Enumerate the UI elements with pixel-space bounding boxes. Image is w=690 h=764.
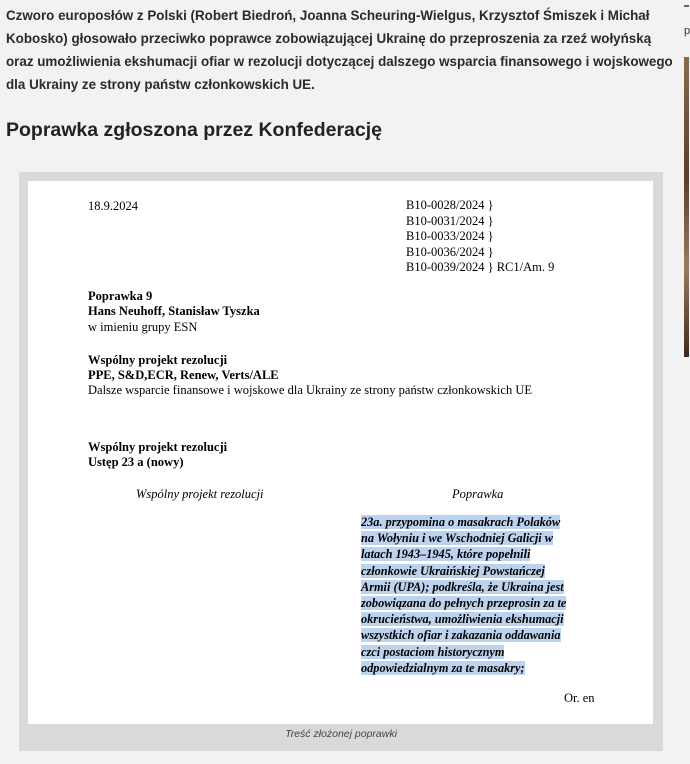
- amendment-line: czci postaciom historycznym: [361, 644, 505, 659]
- doc-reference: B10-0033/2024 }: [406, 229, 494, 243]
- amendment-line: wszystkich ofiar i zakazania oddawania: [361, 628, 561, 643]
- doc-reference: B10-0031/2024 }: [406, 213, 494, 228]
- article-intro: Czworo europosłów z Polski (Robert Biedroń, Joanna Scheuring-Wielgus, Krzysztof Śmiszek i Michał Kobosko) głosowało przeciwko poprawce zobowiązującej Ukrainę do przeproszenia za rzeź wołyńską oraz umożliwienia ekshumacji ofiar w rezolucji dotyczącej dalszego wsparcia finansowego i wojskowego dla Ukrainy ze strony państw członkowskich UE.: [6, 8, 673, 92]
- amendment-group: w imieniu grupy ESN: [88, 320, 198, 334]
- amendment-line: na Wołyniu i we Wschodniej Galicji w: [361, 531, 554, 546]
- section-title: Poprawka zgłoszona przez Konfederację: [6, 119, 383, 141]
- amendment-line: zobowiązana do pełnych przeprosin za te: [361, 596, 567, 611]
- amendment-line: latach 1943–1945, które popełnili: [361, 547, 531, 562]
- amendment-text: [361, 514, 601, 676]
- amendment-line: Armii (UPA); podkreśla, że Ukraina jest: [361, 579, 564, 594]
- column-header-left: Wspólny projekt rezolucji: [136, 487, 264, 501]
- original-language: Or. en: [564, 691, 595, 705]
- political-groups: PPE, S&D,ECR, Renew, Verts/ALE: [88, 368, 279, 382]
- resolution-subject: Dalsze wsparcie finansowe i wojskowe dla Ukrainy ze strony państw członkowskich UE: [88, 383, 532, 397]
- amendment-document-image[interactable]: [28, 181, 653, 724]
- doc-date: 18.9.2024: [88, 199, 138, 213]
- amendment-number: Poprawka 9: [88, 289, 153, 303]
- side-divider: [684, 5, 689, 7]
- amendment-authors: Hans Neuhoff, Stanisław Tyszka: [88, 304, 260, 318]
- amendment-line: odpowiedzialnym za te masakry;: [361, 660, 525, 675]
- paragraph-ref: Ustęp 23 a (nowy): [88, 455, 184, 469]
- amendment-line: okrucieństwa, umożliwienia ekshumacji: [361, 612, 564, 627]
- doc-reference: B10-0039/2024 } RC1/Am. 9: [406, 260, 555, 274]
- doc-reference: B10-0036/2024 }: [406, 244, 494, 259]
- amendment-figure: [19, 172, 663, 751]
- joint-resolution-title-2: Wspólny projekt rezolucji: [88, 440, 228, 454]
- side-text: p: [684, 25, 690, 37]
- side-image[interactable]: [684, 57, 689, 357]
- amendment-line: członkowie Ukraińskiej Powstańczej: [361, 563, 545, 578]
- joint-resolution-title: Wspólny projekt rezolucji: [88, 353, 228, 367]
- figure-caption: Treść złożonej poprawki: [285, 728, 397, 740]
- amendment-line: 23a. przypomina o masakrach Polaków: [361, 515, 561, 529]
- doc-references: [406, 198, 554, 276]
- column-header-right: Poprawka: [452, 487, 504, 501]
- doc-reference: B10-0028/2024 }: [406, 198, 494, 212]
